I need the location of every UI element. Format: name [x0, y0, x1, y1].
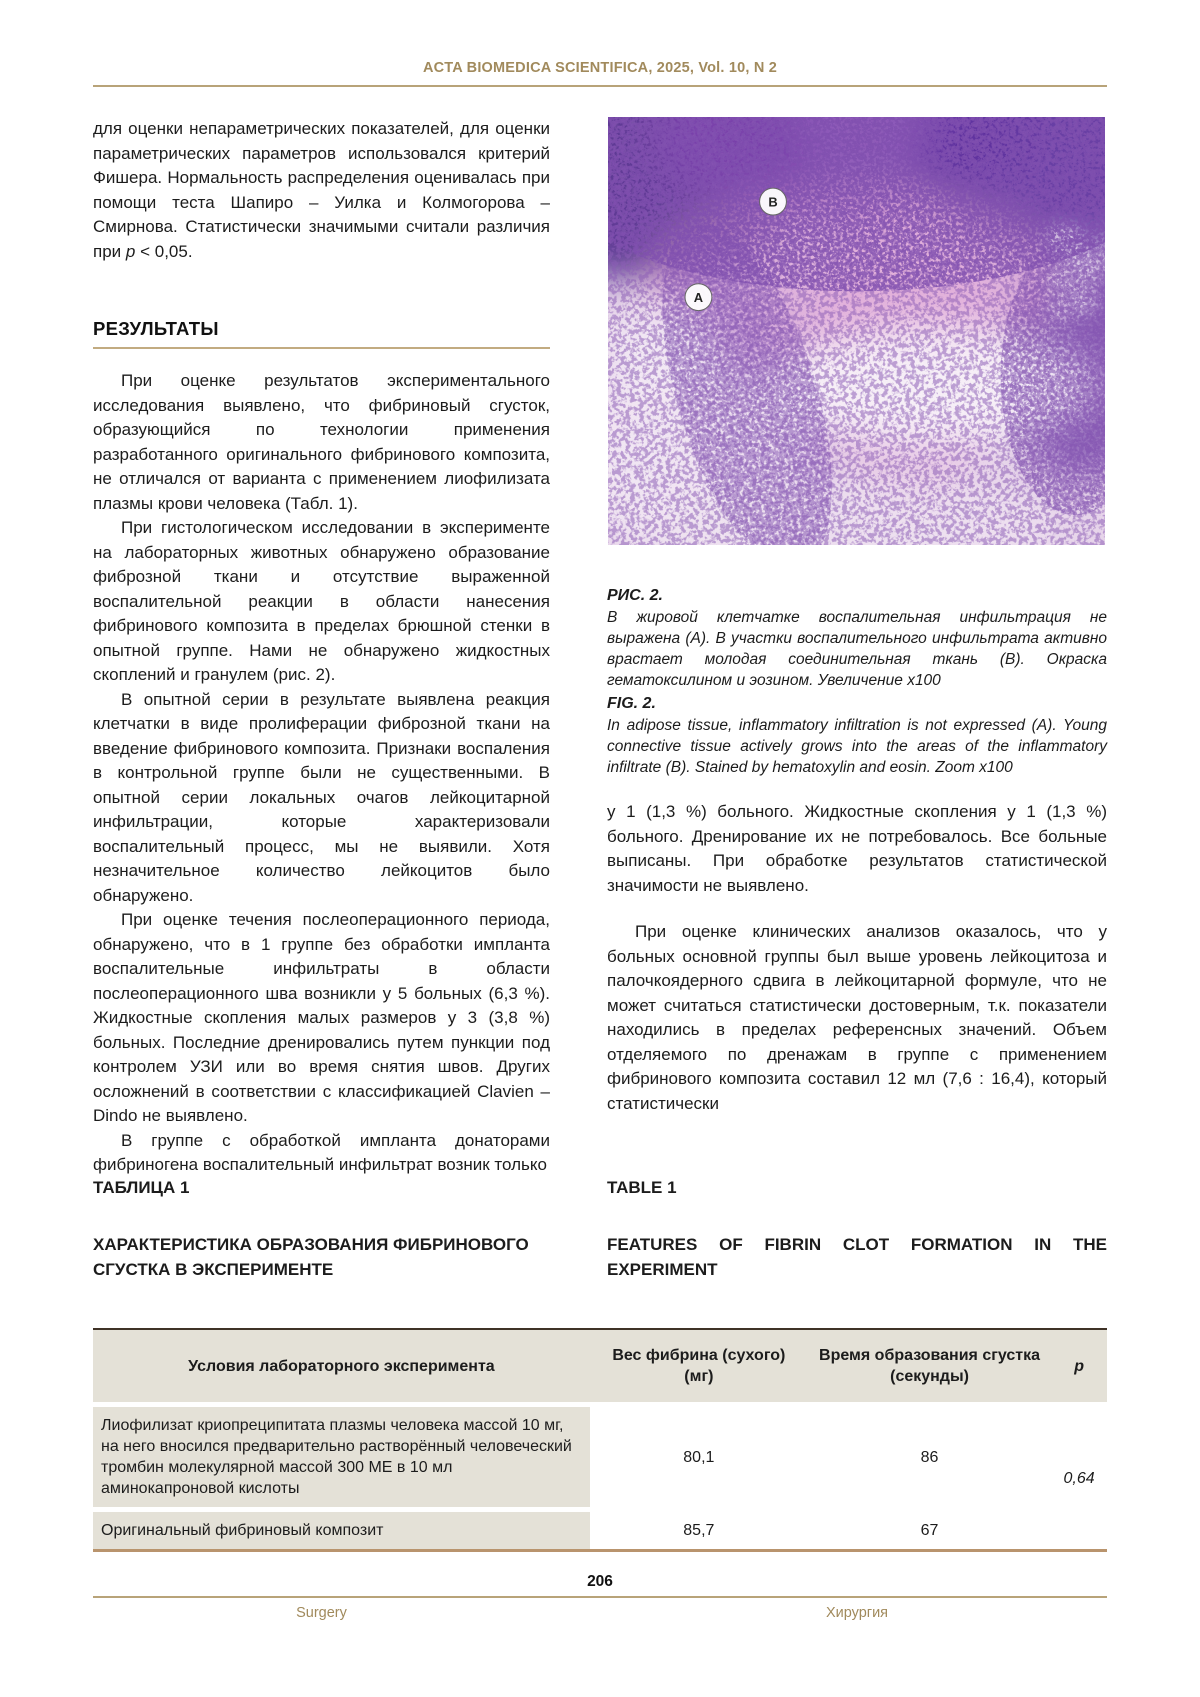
- weight-cell-2: 85,7: [590, 1510, 808, 1550]
- table-label-ru: ТАБЛИЦА 1: [93, 1178, 190, 1197]
- table-labels: [93, 1178, 1107, 1198]
- results-paragraph-4: При оценке течения послеоперационного периода, обнаружено, что в 1 группе без обработки импланта воспалительные инфильтраты в области послеоперационного шва возникли у 5 больных (6,3 %). Жидкостные скопления малых размеров у 3 (3,8 %) больных. Последние дренировались путем пункции под контролем УЗИ или во время снятия швов. Других осложнений в соответствии с классификацией Clavien – Dindo не выявлено.: [93, 910, 550, 1125]
- table-row: [93, 1510, 1107, 1550]
- table-titles: [93, 1232, 1107, 1282]
- table-section: [93, 1178, 1107, 1552]
- results-paragraph-5: В группе с обработкой импланта донаторами фибриногена воспалительный инфильтрат возник только: [93, 1130, 550, 1174]
- caption-en-title: FIG. 2.: [607, 695, 656, 712]
- figure-label-b: [760, 188, 787, 215]
- table-label-en: TABLE 1: [607, 1178, 677, 1197]
- table-header-row: [93, 1330, 1107, 1405]
- histology-figure: [608, 117, 1105, 545]
- left-column: [93, 117, 550, 1178]
- results-heading: РЕЗУЛЬТАТЫ: [93, 318, 550, 349]
- footer-section-en: Surgery: [296, 1605, 347, 1621]
- col-header-p: p: [1051, 1330, 1107, 1405]
- col-header-conditions: Условия лабораторного эксперимента: [93, 1330, 590, 1405]
- caption-ru-text: В жировой клетчатке воспалительная инфильтрация не выражена (А). В участки воспалительного инфильтрата активно врастает молодая соединительная ткань (В). Окраска гематоксилином и эозином. Увеличение x100: [607, 609, 1107, 689]
- table-title-en: FEATURES OF FIBRIN CLOT FORMATION IN THE EXPERIMENT: [607, 1235, 1107, 1279]
- footer-labels: [93, 1605, 1107, 1621]
- methods-paragraph: [93, 117, 550, 264]
- results-paragraph-1: При оценке результатов экспериментального исследования выявлено, что фибриновый сгусток, образующийся по технологии применения разработанного оригинального фибринового композита, не отличался от варианта с применением лиофилизата плазмы крови человека (Табл. 1).: [93, 371, 550, 513]
- table-title-ru: ХАРАКТЕРИСТИКА ОБРАЗОВАНИЯ ФИБРИНОВОГО СГУСТКА В ЭКСПЕРИМЕНТЕ: [93, 1235, 529, 1279]
- footer-divider: [93, 1596, 1107, 1598]
- time-cell-2: 67: [808, 1510, 1051, 1550]
- time-cell-1: 86: [808, 1405, 1051, 1510]
- label-a-text: A: [693, 290, 704, 306]
- journal-running-head: [93, 60, 1107, 76]
- page-footer: [93, 1573, 1107, 1621]
- figure-label-a: [685, 284, 712, 311]
- figure-captions: [607, 587, 1107, 778]
- caption-en-text: In adipose tissue, inflammatory infiltration is not expressed (A). Young connective tissue actively grows into the areas of the inflammatory infiltrate (B). Stained by hematoxylin and eosin. Zoom x100: [607, 717, 1107, 776]
- weight-cell-1: 80,1: [590, 1405, 808, 1510]
- condition-cell-2: Оригинальный фибриновый композит: [93, 1510, 590, 1550]
- condition-cell-1: Лиофилизат криопреципитата плазмы человека массой 10 мг, на него вносился предварительно растворённый человеческий тромбин молекулярной массой 300 МЕ в 10 мл аминокапроновой кислоты: [93, 1405, 590, 1510]
- footer-section-ru: Хирургия: [825, 1605, 889, 1621]
- methods-text: для оценки непараметрических показателей, для оценки параметрических параметров использовался критерий Фишера. Нормальность распределения оценивалась при помощи теста Шапиро – Уилка и Колмогорова – Смирнова. Статистически значимыми считали различия при: [93, 119, 550, 261]
- results-paragraph-2: При гистологическом исследовании в эксперименте на лабораторных животных обнаружено образование фиброзной ткани и отсутствие выраженной воспалительной реакции в области нанесения фибринового композита в пределах брюшной стенки в опытной группе. Нами не обнаружено жидкостных скоплений и гранулем (рис. 2).: [93, 518, 550, 684]
- body-columns: [93, 117, 1107, 1178]
- table-row: [93, 1405, 1107, 1510]
- results-paragraph-6: у 1 (1,3 %) больного. Жидкостные скопления у 1 (1,3 %) больного. Дренирование их не потребовалось. Все больные выписаны. При обработке результатов статистической значимости не выявлено.: [607, 802, 1107, 895]
- histology-image: [608, 117, 1105, 545]
- results-paragraph-3: В опытной серии в результате выявлена реакция клетчатки в виде пролиферации фиброзной ткани на введение фибринового композита. Признаки воспаления в контрольной группе были не существенными. В опытной серии локальных очагов лейкоцитарной инфильтрации, которые характеризовали воспалительный процесс, мы не выявили. Хотя незначительное количество лейкоцитов было обнаружено.: [93, 689, 550, 905]
- header-divider: [93, 85, 1107, 87]
- experiment-table: [93, 1328, 1107, 1552]
- page-number: 206: [587, 1573, 613, 1590]
- methods-text-tail: < 0,05.: [135, 241, 193, 261]
- col-header-clot-time: Время образования сгустка (секунды): [808, 1330, 1051, 1405]
- caption-ru-title: РИС. 2.: [607, 587, 663, 604]
- label-b-text: B: [768, 194, 778, 210]
- col-header-fibrin-weight: Вес фибрина (сухого) (мг): [590, 1330, 808, 1405]
- right-column: [607, 117, 1107, 1178]
- results-paragraph-7: При оценке клинических анализов оказалось, что у больных основной группы был выше уровень лейкоцитоза и палочкоядерного сдвига в лейкоцитарной формуле, что не может считаться статистически достоверным, т.к. показатели находились в пределах референсных значений. Объем отделяемого по дренажам в группе с применением фибринового композита составил 12 мл (7,6 : 16,4), который статистически: [607, 922, 1107, 1113]
- journal-title-text: ACTA BIOMEDICA SCIENTIFICA, 2025, Vol. 10, N 2: [422, 60, 778, 76]
- p-value-cell: 0,64: [1051, 1405, 1107, 1550]
- p-variable: p: [125, 241, 136, 261]
